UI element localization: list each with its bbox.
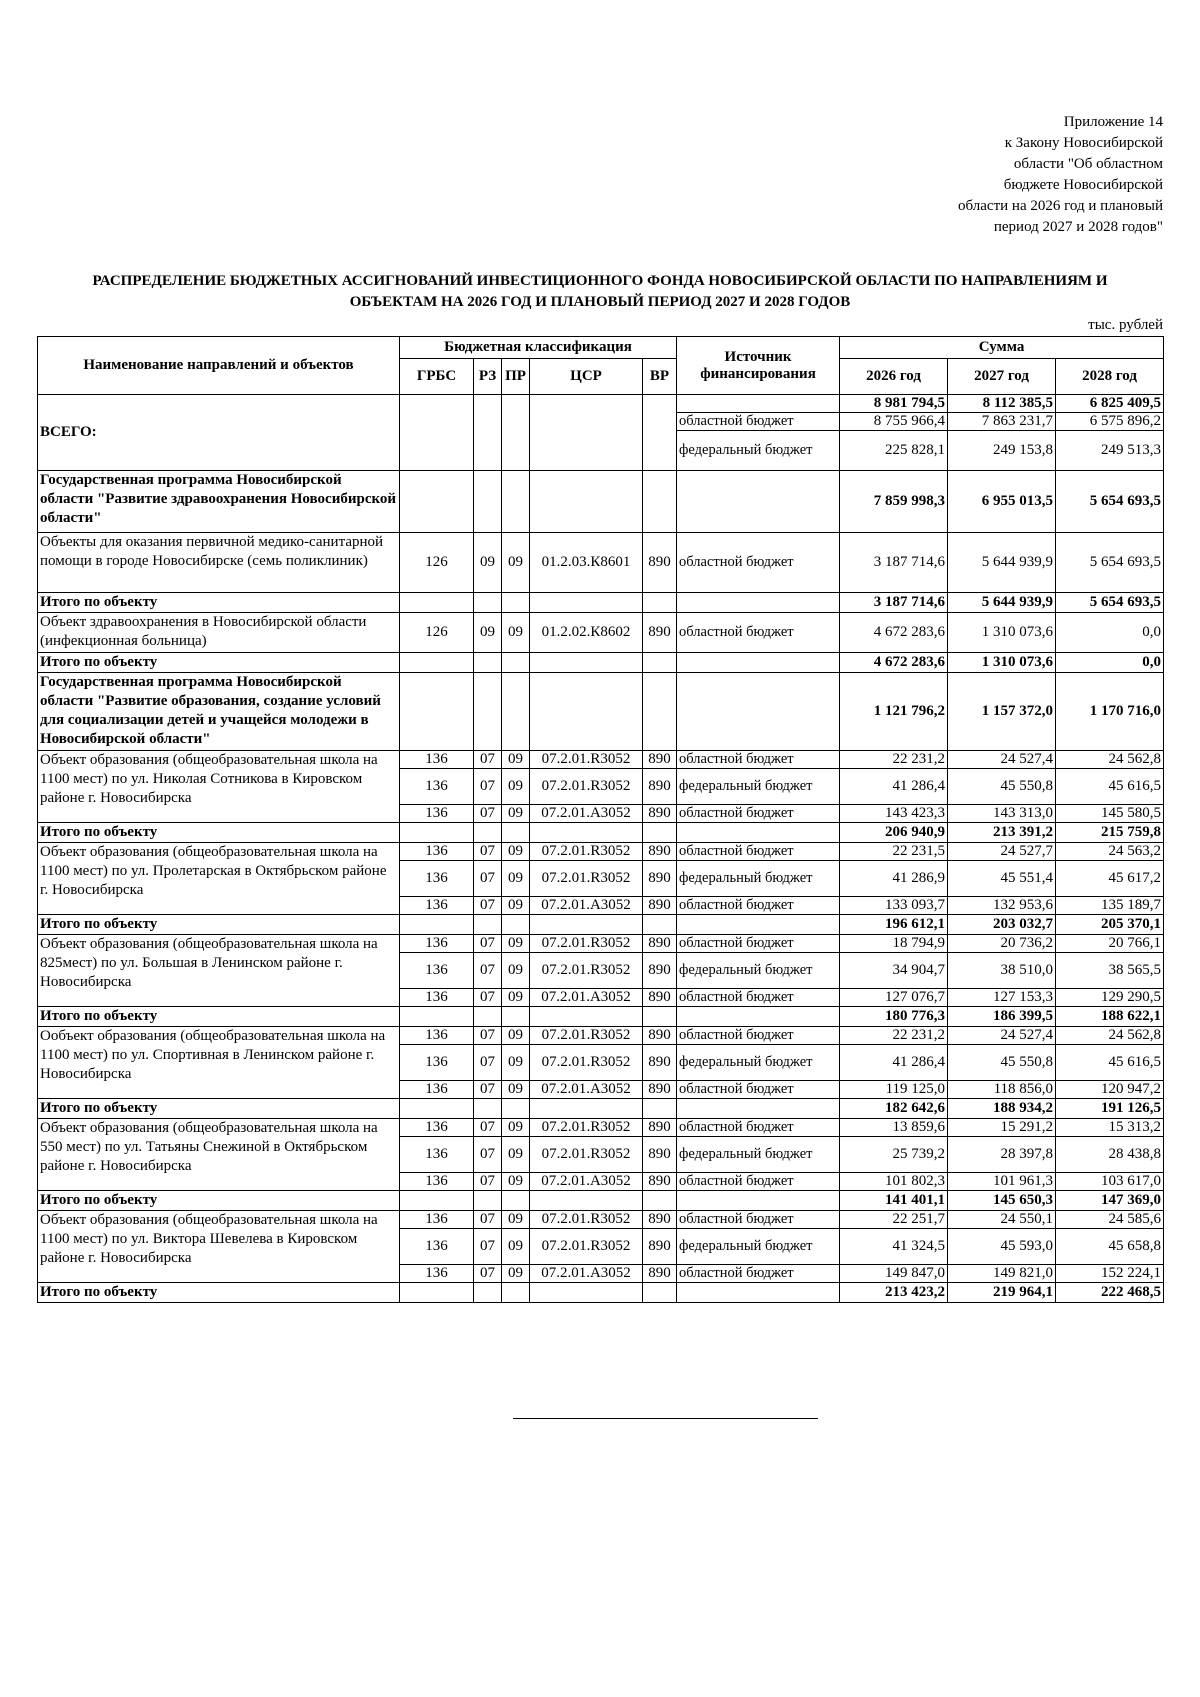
source-cell: федеральный бюджет xyxy=(677,769,840,805)
object-name: Объект образования (общеобразовательная школа на 550 мест) по ул. Татьяны Снежиной в Октябрьском районе г. Новосибирска xyxy=(38,1119,400,1191)
rz-cell: 07 xyxy=(474,1211,502,1229)
object-total-row xyxy=(38,1099,1164,1119)
object-total-row xyxy=(38,593,1164,613)
csr-cell: 07.2.01.R3052 xyxy=(530,953,643,989)
csr-cell: 07.2.01.R3052 xyxy=(530,861,643,897)
appendix-line: период 2027 и 2028 годов" xyxy=(993,219,1163,235)
total-2026: 182 642,6 xyxy=(840,1099,948,1119)
vr-cell: 890 xyxy=(643,751,677,769)
grbs-cell: 136 xyxy=(400,769,474,805)
table-cell xyxy=(643,395,677,471)
csr-cell: 07.2.01.А3052 xyxy=(530,1173,643,1191)
grbs-cell: 136 xyxy=(400,989,474,1007)
table-cell xyxy=(502,395,530,471)
csr-cell: 07.2.01.R3052 xyxy=(530,751,643,769)
source-cell: областной бюджет xyxy=(677,1027,840,1045)
rz-cell: 07 xyxy=(474,1045,502,1081)
value-2026: 41 286,4 xyxy=(840,769,948,805)
csr-cell: 07.2.01.R3052 xyxy=(530,1045,643,1081)
total-all-2028: 6 825 409,5 xyxy=(1056,395,1164,413)
table-row xyxy=(38,1027,1164,1045)
table-cell xyxy=(474,395,502,471)
pr-cell: 09 xyxy=(502,989,530,1007)
value-2028: 45 658,8 xyxy=(1056,1229,1164,1265)
value-2027: 1 310 073,6 xyxy=(948,613,1056,653)
value-2027: 38 510,0 xyxy=(948,953,1056,989)
csr-cell: 07.2.01.R3052 xyxy=(530,1211,643,1229)
value-2028: 20 766,1 xyxy=(1056,935,1164,953)
value-2028: 15 313,2 xyxy=(1056,1119,1164,1137)
value-2026: 149 847,0 xyxy=(840,1265,948,1283)
table-row xyxy=(38,935,1164,953)
appendix-line: бюджете Новосибирской xyxy=(1003,177,1163,193)
value-2026: 41 324,5 xyxy=(840,1229,948,1265)
total-2027: 203 032,7 xyxy=(948,915,1056,935)
rz-cell: 07 xyxy=(474,1027,502,1045)
appendix-line: области "Об областном xyxy=(1013,156,1163,172)
value-2028: 129 290,5 xyxy=(1056,989,1164,1007)
vr-cell: 890 xyxy=(643,805,677,823)
total-2027: 188 934,2 xyxy=(948,1099,1056,1119)
table-row xyxy=(38,613,1164,653)
pr-cell: 09 xyxy=(502,843,530,861)
total-2026: 213 423,2 xyxy=(840,1283,948,1303)
rz-cell: 07 xyxy=(474,989,502,1007)
total-2028: 0,0 xyxy=(1056,653,1164,673)
table-cell xyxy=(677,395,840,413)
object-name: Объект образования (общеобразовательная школа на 1100 мест) по ул. Пролетарская в Октябрьском районе г. Новосибирска xyxy=(38,843,400,915)
value-2026: 133 093,7 xyxy=(840,897,948,915)
grbs-cell: 136 xyxy=(400,1229,474,1265)
value-2028: 103 617,0 xyxy=(1056,1173,1164,1191)
document-title-line: ОБЪЕКТАМ НА 2026 ГОД И ПЛАНОВЫЙ ПЕРИОД 2027 И 2028 ГОДОВ xyxy=(349,294,851,310)
rz-cell: 07 xyxy=(474,1265,502,1283)
value-2027: 143 313,0 xyxy=(948,805,1056,823)
value-2027: 24 527,7 xyxy=(948,843,1056,861)
program-value-2026: 1 121 796,2 xyxy=(840,673,948,751)
grbs-cell: 136 xyxy=(400,953,474,989)
pr-cell: 09 xyxy=(502,769,530,805)
program-value-2028: 5 654 693,5 xyxy=(1056,471,1164,533)
header-source: Источник финансирования xyxy=(677,337,840,395)
vr-cell: 890 xyxy=(643,769,677,805)
object-total-row xyxy=(38,653,1164,673)
header-2027: 2027 год xyxy=(948,359,1056,395)
rz-cell: 07 xyxy=(474,1081,502,1099)
table-row xyxy=(38,1119,1164,1137)
vr-cell: 890 xyxy=(643,1081,677,1099)
csr-cell: 07.2.01.R3052 xyxy=(530,935,643,953)
header-2028: 2028 год xyxy=(1056,359,1164,395)
value-2026: 127 076,7 xyxy=(840,989,948,1007)
source-cell: областной бюджет xyxy=(677,935,840,953)
total-federal-2027: 249 153,8 xyxy=(948,431,1056,471)
appendix-line: к Закону Новосибирской xyxy=(1004,135,1163,151)
value-2027: 127 153,3 xyxy=(948,989,1056,1007)
total-2027: 1 310 073,6 xyxy=(948,653,1056,673)
total-2027: 219 964,1 xyxy=(948,1283,1056,1303)
table-row xyxy=(38,533,1164,593)
grbs-cell: 136 xyxy=(400,843,474,861)
vr-cell: 890 xyxy=(643,1137,677,1173)
object-total-label: Итого по объекту xyxy=(38,653,400,673)
value-2026: 34 904,7 xyxy=(840,953,948,989)
value-2026: 13 859,6 xyxy=(840,1119,948,1137)
csr-cell: 07.2.01.А3052 xyxy=(530,989,643,1007)
program-value-2026: 7 859 998,3 xyxy=(840,471,948,533)
grbs-cell: 136 xyxy=(400,1265,474,1283)
value-2026: 22 231,2 xyxy=(840,1027,948,1045)
object-total-label: Итого по объекту xyxy=(38,1283,400,1303)
source-cell: областной бюджет xyxy=(677,1173,840,1191)
grbs-cell: 136 xyxy=(400,1081,474,1099)
source-cell: областной бюджет xyxy=(677,613,840,653)
pr-cell: 09 xyxy=(502,861,530,897)
grbs-cell: 136 xyxy=(400,751,474,769)
total-2027: 213 391,2 xyxy=(948,823,1056,843)
total-2027: 186 399,5 xyxy=(948,1007,1056,1027)
vr-cell: 890 xyxy=(643,1045,677,1081)
pr-cell: 09 xyxy=(502,533,530,593)
pr-cell: 09 xyxy=(502,1119,530,1137)
grbs-cell: 136 xyxy=(400,1045,474,1081)
value-2028: 24 562,8 xyxy=(1056,1027,1164,1045)
value-2028: 28 438,8 xyxy=(1056,1137,1164,1173)
grbs-cell: 126 xyxy=(400,533,474,593)
pr-cell: 09 xyxy=(502,613,530,653)
value-2027: 45 551,4 xyxy=(948,861,1056,897)
rz-cell: 09 xyxy=(474,533,502,593)
object-name: Объект образования (общеобразовательная школа на 1100 мест) по ул. Николая Сотникова в Кировском районе г. Новосибирска xyxy=(38,751,400,823)
vr-cell: 890 xyxy=(643,1173,677,1191)
table-body xyxy=(38,395,1164,751)
object-total-label: Итого по объекту xyxy=(38,1007,400,1027)
total-2026: 3 187 714,6 xyxy=(840,593,948,613)
pr-cell: 09 xyxy=(502,805,530,823)
object-total-row xyxy=(38,1283,1164,1303)
grbs-cell: 126 xyxy=(400,613,474,653)
csr-cell: 07.2.01.R3052 xyxy=(530,1027,643,1045)
value-2026: 22 231,2 xyxy=(840,751,948,769)
grbs-cell: 136 xyxy=(400,1211,474,1229)
program-name: Государственная программа Новосибирской области "Развитие образования, создание условий для социализации детей и учащейся молодежи в Новосибирской области" xyxy=(38,673,400,751)
source-cell: областной бюджет xyxy=(677,989,840,1007)
csr-cell: 07.2.01.R3052 xyxy=(530,1119,643,1137)
total-regional-2028: 6 575 896,2 xyxy=(1056,413,1164,431)
value-2028: 45 616,5 xyxy=(1056,769,1164,805)
total-regional-2027: 7 863 231,7 xyxy=(948,413,1056,431)
total-all-2027: 8 112 385,5 xyxy=(948,395,1056,413)
rz-cell: 07 xyxy=(474,843,502,861)
value-2026: 143 423,3 xyxy=(840,805,948,823)
signature-line xyxy=(513,1418,818,1419)
value-2026: 25 739,2 xyxy=(840,1137,948,1173)
object-total-label: Итого по объекту xyxy=(38,915,400,935)
grbs-cell: 136 xyxy=(400,861,474,897)
vr-cell: 890 xyxy=(643,613,677,653)
source-cell: областной бюджет xyxy=(677,1265,840,1283)
source-cell: федеральный бюджет xyxy=(677,431,840,471)
header-pr: ПР xyxy=(502,359,530,395)
source-cell: областной бюджет xyxy=(677,413,840,431)
source-cell: областной бюджет xyxy=(677,1081,840,1099)
source-cell: федеральный бюджет xyxy=(677,1045,840,1081)
header-sum: Сумма xyxy=(840,337,1164,359)
total-label: ВСЕГО: xyxy=(38,395,400,471)
program-value-2028: 1 170 716,0 xyxy=(1056,673,1164,751)
header-rz: РЗ xyxy=(474,359,502,395)
value-2028: 0,0 xyxy=(1056,613,1164,653)
vr-cell: 890 xyxy=(643,533,677,593)
table-cell xyxy=(530,395,643,471)
object-total-label: Итого по объекту xyxy=(38,1191,400,1211)
value-2028: 135 189,7 xyxy=(1056,897,1164,915)
document-title xyxy=(37,271,1163,313)
rz-cell: 07 xyxy=(474,953,502,989)
total-2028: 205 370,1 xyxy=(1056,915,1164,935)
value-2027: 45 593,0 xyxy=(948,1229,1056,1265)
grbs-cell: 136 xyxy=(400,1173,474,1191)
header-2026: 2026 год xyxy=(840,359,948,395)
total-2028: 215 759,8 xyxy=(1056,823,1164,843)
object-total-row xyxy=(38,823,1164,843)
source-cell: федеральный бюджет xyxy=(677,1137,840,1173)
rz-cell: 07 xyxy=(474,1119,502,1137)
total-federal-2026: 225 828,1 xyxy=(840,431,948,471)
rz-cell: 07 xyxy=(474,935,502,953)
total-2026: 206 940,9 xyxy=(840,823,948,843)
rz-cell: 07 xyxy=(474,1137,502,1173)
rz-cell: 07 xyxy=(474,1229,502,1265)
rz-cell: 07 xyxy=(474,805,502,823)
pr-cell: 09 xyxy=(502,1081,530,1099)
source-cell: областной бюджет xyxy=(677,897,840,915)
total-regional-2026: 8 755 966,4 xyxy=(840,413,948,431)
value-2028: 38 565,5 xyxy=(1056,953,1164,989)
object-total-row xyxy=(38,915,1164,935)
pr-cell: 09 xyxy=(502,1137,530,1173)
grbs-cell: 136 xyxy=(400,897,474,915)
value-2026: 3 187 714,6 xyxy=(840,533,948,593)
vr-cell: 890 xyxy=(643,1265,677,1283)
object-total-row xyxy=(38,1191,1164,1211)
value-2027: 101 961,3 xyxy=(948,1173,1056,1191)
vr-cell: 890 xyxy=(643,1119,677,1137)
value-2028: 24 562,8 xyxy=(1056,751,1164,769)
vr-cell: 890 xyxy=(643,1229,677,1265)
value-2027: 24 527,4 xyxy=(948,751,1056,769)
header-csr: ЦСР xyxy=(530,359,643,395)
value-2027: 28 397,8 xyxy=(948,1137,1056,1173)
vr-cell: 890 xyxy=(643,989,677,1007)
csr-cell: 01.2.03.К8601 xyxy=(530,533,643,593)
value-2027: 149 821,0 xyxy=(948,1265,1056,1283)
object-total-label: Итого по объекту xyxy=(38,593,400,613)
value-2027: 20 736,2 xyxy=(948,935,1056,953)
source-cell: областной бюджет xyxy=(677,1211,840,1229)
pr-cell: 09 xyxy=(502,1045,530,1081)
object-total-label: Итого по объекту xyxy=(38,1099,400,1119)
value-2028: 5 654 693,5 xyxy=(1056,533,1164,593)
header-grbs: ГРБС xyxy=(400,359,474,395)
document-title-line: РАСПРЕДЕЛЕНИЕ БЮДЖЕТНЫХ АССИГНОВАНИЙ ИНВЕСТИЦИОННОГО ФОНДА НОВОСИБИРСКОЙ ОБЛАСТИ ПО НАПРАВЛЕНИЯМ И xyxy=(92,273,1108,289)
source-cell: федеральный бюджет xyxy=(677,953,840,989)
vr-cell: 890 xyxy=(643,897,677,915)
value-2028: 45 616,5 xyxy=(1056,1045,1164,1081)
object-name: Объект образования (общеобразовательная школа на 1100 мест) по ул. Виктора Шевелева в Кировском районе г. Новосибирска xyxy=(38,1211,400,1283)
program-row xyxy=(38,471,1164,533)
total-2028: 188 622,1 xyxy=(1056,1007,1164,1027)
source-cell: областной бюджет xyxy=(677,1119,840,1137)
rz-cell: 07 xyxy=(474,1173,502,1191)
header-classification: Бюджетная классификация xyxy=(400,337,677,359)
source-cell: областной бюджет xyxy=(677,805,840,823)
rz-cell: 09 xyxy=(474,613,502,653)
total-2026: 180 776,3 xyxy=(840,1007,948,1027)
total-federal-2028: 249 513,3 xyxy=(1056,431,1164,471)
source-cell: областной бюджет xyxy=(677,751,840,769)
program2-objects xyxy=(38,751,1164,1303)
value-2026: 41 286,9 xyxy=(840,861,948,897)
value-2028: 45 617,2 xyxy=(1056,861,1164,897)
table-row xyxy=(38,395,1164,413)
table-header xyxy=(38,337,1164,395)
rz-cell: 07 xyxy=(474,861,502,897)
value-2026: 22 231,5 xyxy=(840,843,948,861)
total-2028: 222 468,5 xyxy=(1056,1283,1164,1303)
grbs-cell: 136 xyxy=(400,1027,474,1045)
value-2028: 24 585,6 xyxy=(1056,1211,1164,1229)
pr-cell: 09 xyxy=(502,1027,530,1045)
total-2027: 5 644 939,9 xyxy=(948,593,1056,613)
source-cell: федеральный бюджет xyxy=(677,861,840,897)
vr-cell: 890 xyxy=(643,861,677,897)
program-value-2027: 6 955 013,5 xyxy=(948,471,1056,533)
value-2027: 132 953,6 xyxy=(948,897,1056,915)
total-2026: 196 612,1 xyxy=(840,915,948,935)
value-2027: 45 550,8 xyxy=(948,769,1056,805)
rz-cell: 07 xyxy=(474,897,502,915)
program-name: Государственная программа Новосибирской области "Развитие здравоохранения Новосибирской области" xyxy=(38,471,400,533)
value-2026: 41 286,4 xyxy=(840,1045,948,1081)
total-all-2026: 8 981 794,5 xyxy=(840,395,948,413)
pr-cell: 09 xyxy=(502,1229,530,1265)
total-2028: 147 369,0 xyxy=(1056,1191,1164,1211)
object-name: Объект здравоохранения в Новосибирской области (инфекционная больница) xyxy=(38,613,400,653)
object-name: Ообъект образования (общеобразовательная школа на 1100 мест) по ул. Спортивная в Ленинском районе г. Новосибирска xyxy=(38,1027,400,1099)
vr-cell: 890 xyxy=(643,1027,677,1045)
total-2026: 141 401,1 xyxy=(840,1191,948,1211)
value-2027: 15 291,2 xyxy=(948,1119,1056,1137)
rz-cell: 07 xyxy=(474,769,502,805)
vr-cell: 890 xyxy=(643,935,677,953)
total-2028: 5 654 693,5 xyxy=(1056,593,1164,613)
header-name: Наименование направлений и объектов xyxy=(38,337,400,395)
source-cell: областной бюджет xyxy=(677,843,840,861)
object-total-row xyxy=(38,1007,1164,1027)
pr-cell: 09 xyxy=(502,953,530,989)
grbs-cell: 136 xyxy=(400,935,474,953)
value-2028: 152 224,1 xyxy=(1056,1265,1164,1283)
total-2028: 191 126,5 xyxy=(1056,1099,1164,1119)
object-name: Объект образования (общеобразовательная школа на 825мест) по ул. Большая в Ленинском районе г. Новосибирска xyxy=(38,935,400,1007)
object-total-label: Итого по объекту xyxy=(38,823,400,843)
csr-cell: 07.2.01.R3052 xyxy=(530,1137,643,1173)
grbs-cell: 136 xyxy=(400,805,474,823)
csr-cell: 07.2.01.А3052 xyxy=(530,1081,643,1099)
value-2026: 119 125,0 xyxy=(840,1081,948,1099)
value-2026: 18 794,9 xyxy=(840,935,948,953)
csr-cell: 07.2.01.R3052 xyxy=(530,1229,643,1265)
csr-cell: 07.2.01.R3052 xyxy=(530,769,643,805)
total-2026: 4 672 283,6 xyxy=(840,653,948,673)
object-name: Объекты для оказания первичной медико-санитарной помощи в городе Новосибирске (семь поликлиник) xyxy=(38,533,400,593)
table-row xyxy=(38,843,1164,861)
value-2026: 4 672 283,6 xyxy=(840,613,948,653)
source-cell: областной бюджет xyxy=(677,533,840,593)
total-2027: 145 650,3 xyxy=(948,1191,1056,1211)
table-cell xyxy=(400,395,474,471)
header-vr: ВР xyxy=(643,359,677,395)
program-row xyxy=(38,673,1164,751)
csr-cell: 07.2.01.А3052 xyxy=(530,805,643,823)
csr-cell: 07.2.01.А3052 xyxy=(530,897,643,915)
value-2028: 145 580,5 xyxy=(1056,805,1164,823)
vr-cell: 890 xyxy=(643,953,677,989)
table-row xyxy=(38,751,1164,769)
grbs-cell: 136 xyxy=(400,1137,474,1173)
grbs-cell: 136 xyxy=(400,1119,474,1137)
csr-cell: 01.2.02.К8602 xyxy=(530,613,643,653)
value-2027: 24 527,4 xyxy=(948,1027,1056,1045)
appendix-header xyxy=(783,112,1163,238)
appendix-line: области на 2026 год и плановый xyxy=(958,198,1163,214)
units-label: тыс. рублей xyxy=(1088,317,1163,333)
pr-cell: 09 xyxy=(502,1265,530,1283)
value-2026: 22 251,7 xyxy=(840,1211,948,1229)
program-value-2027: 1 157 372,0 xyxy=(948,673,1056,751)
rz-cell: 07 xyxy=(474,751,502,769)
table-row xyxy=(38,1211,1164,1229)
value-2028: 24 563,2 xyxy=(1056,843,1164,861)
source-cell: федеральный бюджет xyxy=(677,1229,840,1265)
pr-cell: 09 xyxy=(502,897,530,915)
value-2027: 5 644 939,9 xyxy=(948,533,1056,593)
value-2027: 24 550,1 xyxy=(948,1211,1056,1229)
csr-cell: 07.2.01.А3052 xyxy=(530,1265,643,1283)
value-2028: 120 947,2 xyxy=(1056,1081,1164,1099)
pr-cell: 09 xyxy=(502,751,530,769)
pr-cell: 09 xyxy=(502,1211,530,1229)
csr-cell: 07.2.01.R3052 xyxy=(530,843,643,861)
vr-cell: 890 xyxy=(643,1211,677,1229)
pr-cell: 09 xyxy=(502,1173,530,1191)
appendix-line: Приложение 14 xyxy=(1063,114,1163,130)
pr-cell: 09 xyxy=(502,935,530,953)
value-2027: 45 550,8 xyxy=(948,1045,1056,1081)
value-2027: 118 856,0 xyxy=(948,1081,1056,1099)
vr-cell: 890 xyxy=(643,843,677,861)
budget-allocation-table xyxy=(37,336,1164,1303)
value-2026: 101 802,3 xyxy=(840,1173,948,1191)
